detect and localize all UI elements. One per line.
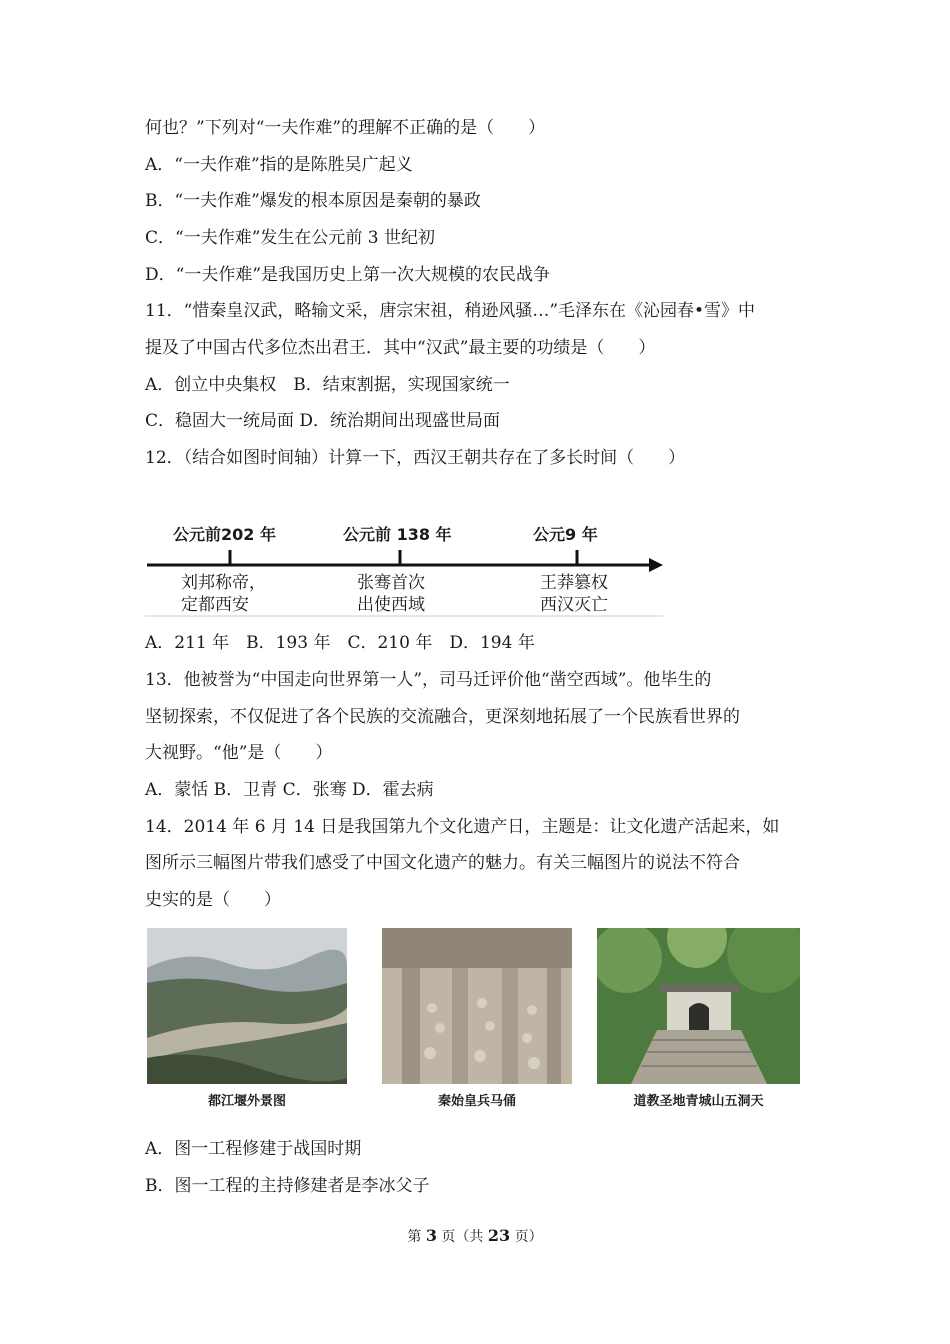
question-14-cont2: 史实的是（ ） <box>145 890 281 910</box>
text-line: 何也？”下列对“一夫作难”的理解不正确的是（ ） <box>145 118 546 138</box>
option-a: A．“一夫作难”指的是陈胜吴广起义 <box>145 155 413 175</box>
question-11-cont: 提及了中国古代多位杰出君王．其中“汉武”最主要的功绩是（ ） <box>145 338 656 358</box>
q14-option-a: A．图一工程修建于战国时期 <box>145 1139 362 1159</box>
question-13-cont2: 大视野。“他”是（ ） <box>145 743 333 763</box>
timeline-label-2: 公元前 138 年 <box>343 525 452 544</box>
option-b: B．“一夫作难”爆发的根本原因是秦朝的暴政 <box>145 191 481 211</box>
question-14-cont: 图所示三幅图片带我们感受了中国文化遗产的魅力。有关三幅图片的说法不符合 <box>145 853 740 873</box>
page-footer: 第 3 页（共 23 页） <box>407 1226 543 1245</box>
timeline-event-2: 张骞首次 出使西域 <box>357 573 425 615</box>
photo-caption-3: 道教圣地青城山五洞天 <box>633 1094 764 1109</box>
terracotta-army-icon <box>382 928 572 1084</box>
timeline-event-1: 刘邦称帝， 定都西安 <box>181 573 266 615</box>
photo-terracotta <box>382 928 572 1114</box>
q14-option-b: B．图一工程的主持修建者是李冰父子 <box>145 1176 430 1196</box>
photo-caption-2: 秦始皇兵马俑 <box>437 1094 516 1109</box>
timeline-label-3: 公元9 年 <box>533 525 598 544</box>
q11-options-cd: C．稳固大一统局面 D．统治期间出现盛世局面 <box>145 411 501 431</box>
question-14: 14．2014 年 6 月 14 日是我国第九个文化遗产日，主题是：让文化遗产活起来，如 <box>145 817 780 837</box>
option-c: C．“一夫作难”发生在公元前 3 世纪初 <box>145 228 436 248</box>
question-12: 12．（结合如图时间轴）计算一下，西汉王朝共存在了多长时间（ ） <box>145 448 686 468</box>
mountain-gate-icon <box>597 928 800 1084</box>
page-total: 23 <box>487 1226 511 1245</box>
timeline-label-1: 公元前202 年 <box>173 525 276 544</box>
photo-caption-1: 都江堰外景图 <box>207 1094 286 1109</box>
question-11: 11．“惜秦皇汉武，略输文采，唐宗宋祖，稍逊风骚…”毛泽东在《沁园春•雪》中 <box>145 301 756 321</box>
photo-qingcheng <box>597 928 800 1114</box>
question-13-cont: 坚韧探索，不仅促进了各个民族的交流融合，更深刻地拓展了一个民族看世界的 <box>145 707 740 727</box>
river-landscape-icon <box>147 928 347 1084</box>
question-13: 13．他被誉为“中国走向世界第一人”，司马迁评价他“凿空西域”。他毕生的 <box>145 670 712 690</box>
timeline-figure <box>145 510 665 618</box>
q11-options-ab: A．创立中央集权 B．结束割据，实现国家统一 <box>145 375 510 395</box>
timeline-event-3: 王莽篡权 西汉灭亡 <box>540 573 608 615</box>
q12-options: A．211 年 B．193 年 C．210 年 D．194 年 <box>145 633 535 653</box>
page-number: 3 <box>425 1226 437 1245</box>
q13-options: A．蒙恬 B．卫青 C．张骞 D．霍去病 <box>145 780 434 800</box>
option-d: D．“一夫作难”是我国历史上第一次大规模的农民战争 <box>145 265 551 285</box>
photo-dujiangyan <box>147 928 347 1114</box>
